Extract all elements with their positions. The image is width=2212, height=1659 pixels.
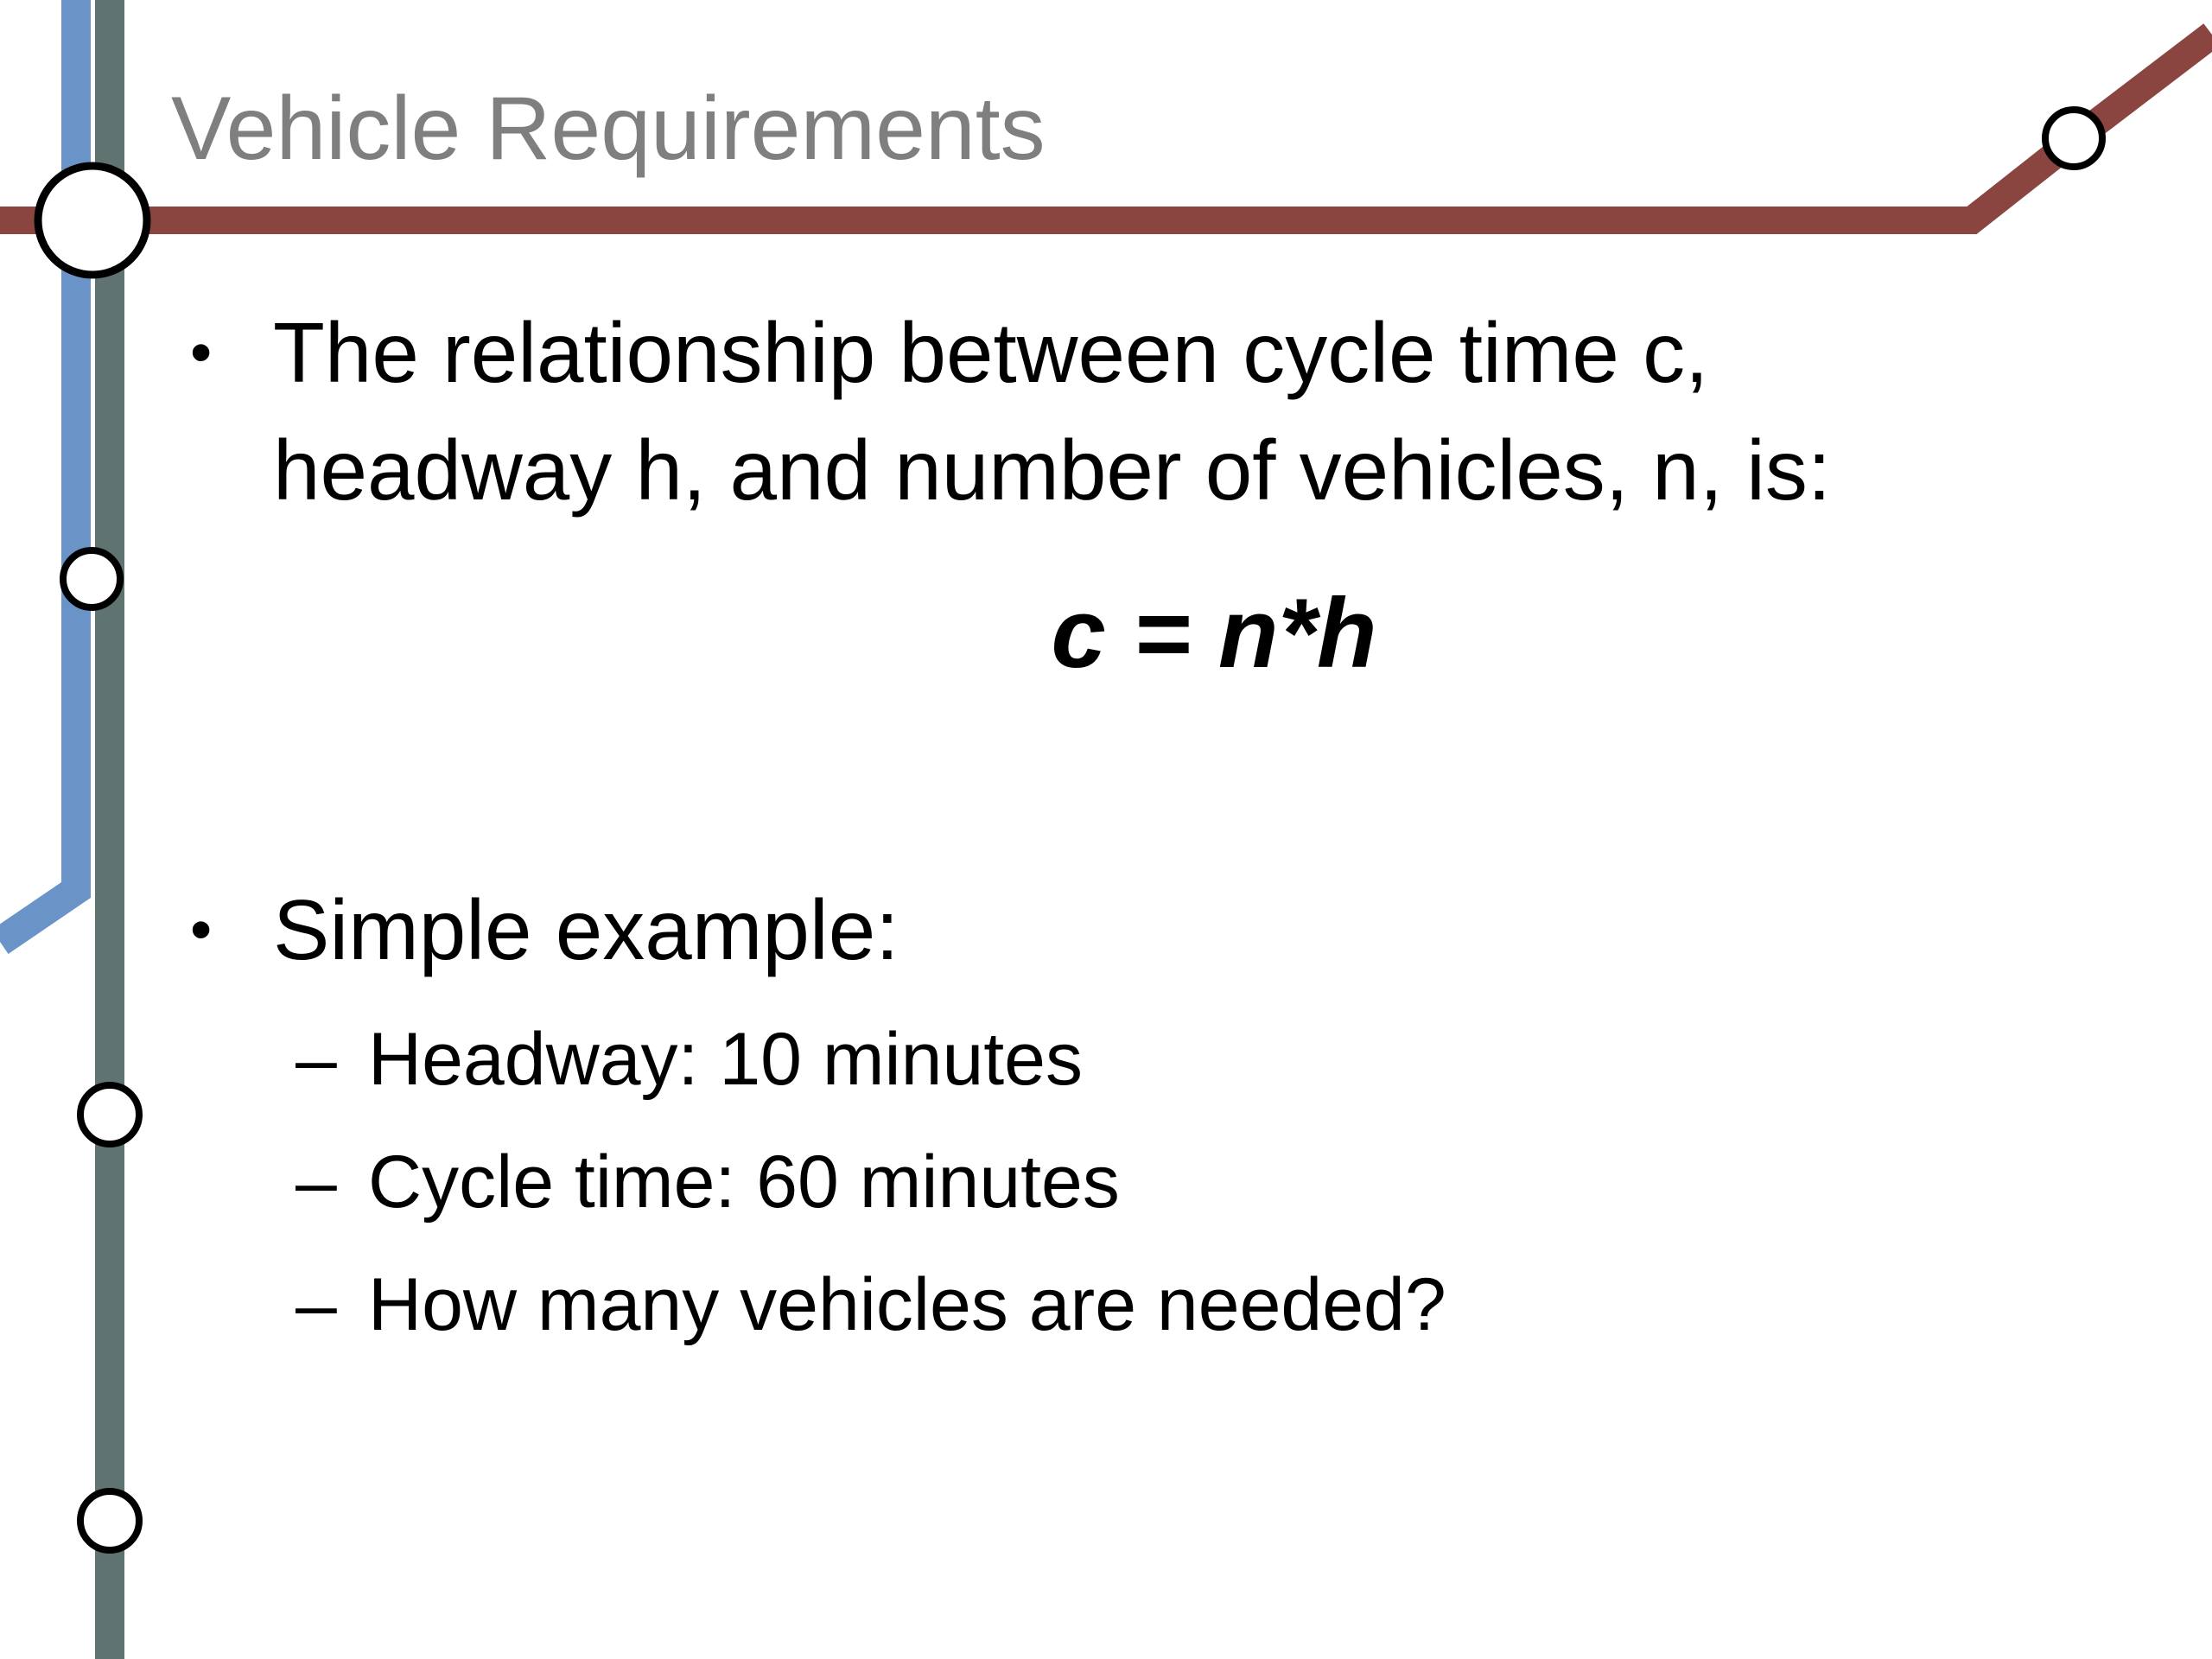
- sub-item-headway: [296, 1007, 1083, 1111]
- sub-item-marker: –: [296, 1263, 337, 1346]
- bullet-text-line-1: The relationship between cycle time c,: [273, 305, 1709, 400]
- sub-item-marker: –: [296, 1018, 337, 1101]
- sub-item-marker: –: [296, 1141, 337, 1224]
- sub-item-text: How many vehicles are needed?: [368, 1263, 1446, 1346]
- station-red-line: [2045, 110, 2102, 167]
- station-interchange: [38, 166, 147, 275]
- sub-item-text: Headway: 10 minutes: [368, 1018, 1083, 1101]
- sub-item-text: Cycle time: 60 minutes: [368, 1141, 1120, 1224]
- bullet-marker: •: [190, 895, 213, 964]
- station-gray-line-2: [80, 1491, 139, 1550]
- sub-item-cycle-time: [296, 1130, 1120, 1234]
- slide-title: Vehicle Requirements: [171, 79, 1046, 179]
- formula: c = n*h: [1051, 579, 1377, 689]
- sub-item-question: [296, 1253, 1446, 1357]
- bullet-marker: •: [190, 318, 213, 387]
- bullet-text-line-1: Simple example:: [273, 882, 899, 977]
- station-gray-line-1: [80, 1085, 139, 1144]
- blue-transit-line: [0, 0, 76, 942]
- bullet-text-line-2: headway h, and number of vehicles, n, is:: [273, 423, 1832, 518]
